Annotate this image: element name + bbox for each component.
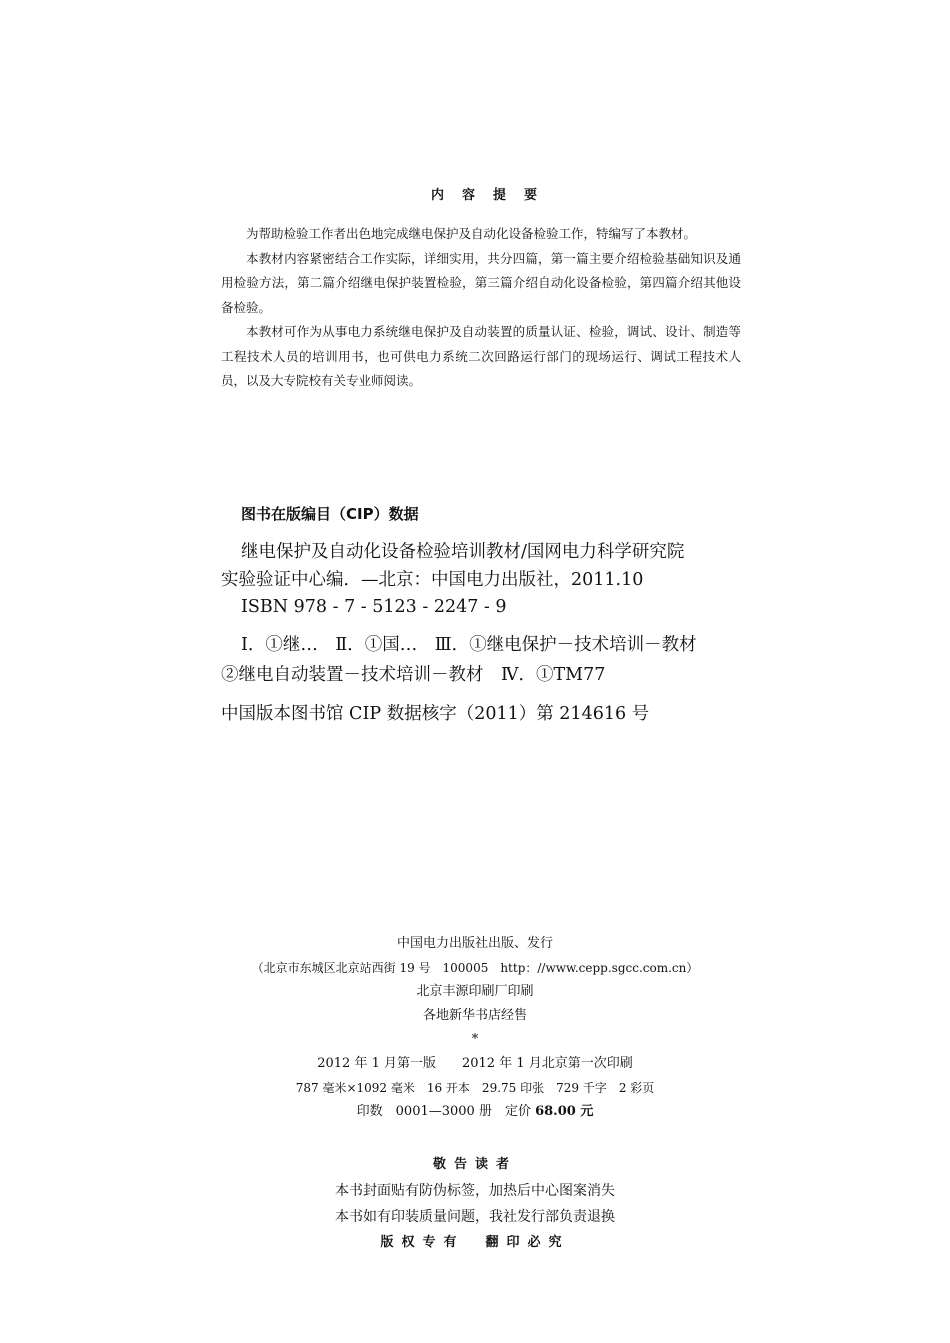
summary-title: 内容提要 bbox=[430, 188, 555, 203]
separator-mark: * bbox=[471, 1032, 479, 1047]
cip-title-line-2: 实验验证中心编．—北京：中国电力出版社，2011.10 bbox=[221, 570, 644, 590]
print-count-line bbox=[0, 1100, 950, 1124]
cip-record-block bbox=[221, 538, 746, 728]
cip-isbn: ISBN 978 - 7 - 5123 - 2247 - 9 bbox=[241, 597, 507, 617]
cip-record-number: 中国版本图书馆 CIP 数据核字（2011）第 214616 号 bbox=[221, 704, 650, 724]
reader-notice bbox=[0, 1152, 950, 1256]
notice-title: 敬告读者 bbox=[432, 1157, 517, 1172]
distributor-line: 各地新华书店经售 bbox=[422, 1008, 527, 1023]
specs-line: 787 毫米×1092 毫米 16 开本 29.75 印张 729 千字 2 彩页 bbox=[295, 1081, 655, 1095]
cip-classification-line-1: Ⅰ．①继… Ⅱ．①国… Ⅲ．①继电保护－技术培训－教材 bbox=[241, 635, 697, 655]
notice-line: 本书封面贴有防伪标签，加热后中心图案消失 bbox=[335, 1183, 615, 1199]
publisher-address: （北京市东城区北京站西街 19 号 100005 http：//www.cepp.sgcc.com.cn） bbox=[251, 961, 699, 975]
summary-paragraph: 本教材内容紧密结合工作实际，详细实用，共分四篇，第一篇主要介绍检验基础知识及通用检验方法，第二篇介绍继电保护装置检验，第三篇介绍自动化设备检验，第四篇介绍其他设备检验。 bbox=[221, 250, 741, 315]
summary-paragraph: 本教材可作为从事电力系统继电保护及自动装置的质量认证、检验，调试、设计、制造等工程技术人员的培训用书，也可供电力系统二次回路运行部门的现场运行、调试工程技术人员，以及大专院校有关专业师阅读。 bbox=[221, 324, 741, 388]
edition-line: 2012 年 1 月第一版 2012 年 1 月北京第一次印刷 bbox=[317, 1056, 633, 1071]
summary-body bbox=[221, 222, 741, 394]
print-count-label: 印数 0001—3000 册 定价 bbox=[356, 1104, 536, 1119]
publisher-line: 中国电力出版社出版、发行 bbox=[396, 936, 553, 951]
cip-title-line-1: 继电保护及自动化设备检验培训教材/国网电力科学研究院 bbox=[241, 542, 685, 562]
cip-classification-line-2: ②继电自动装置－技术培训－教材 Ⅳ．①TM77 bbox=[221, 665, 606, 685]
summary-paragraph: 为帮助检验工作者出色地完成继电保护及自动化设备检验工作，特编写了本教材。 bbox=[246, 226, 697, 241]
publisher-info bbox=[0, 932, 950, 1124]
cip-heading: 图书在版编目（CIP）数据 bbox=[241, 505, 419, 523]
copyright-notice: 版权专有 翻印必究 bbox=[380, 1235, 570, 1250]
notice-line: 本书如有印装质量问题，我社发行部负责退换 bbox=[335, 1209, 615, 1225]
price-value: 68.00 元 bbox=[535, 1104, 594, 1119]
printer-line: 北京丰源印刷厂印刷 bbox=[416, 984, 534, 999]
